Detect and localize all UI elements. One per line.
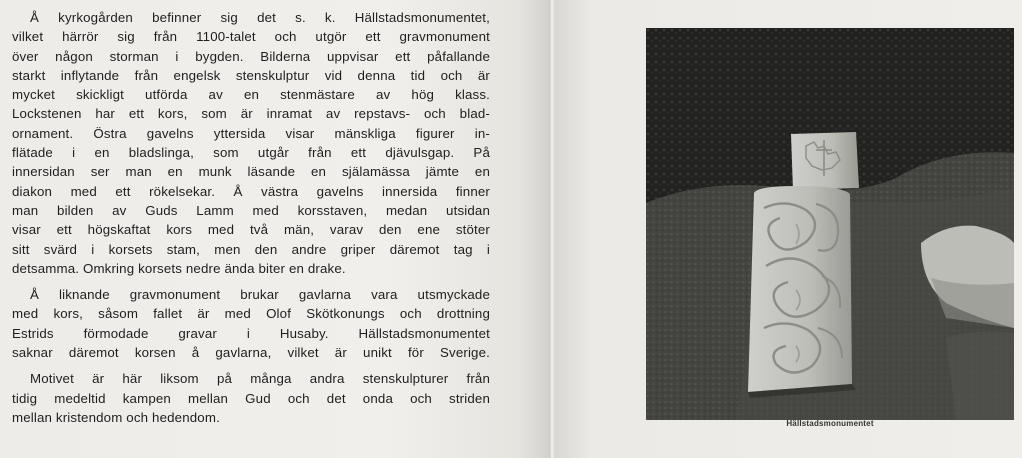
text-line: över någon storman i bygden. Bilderna uppvisar ett påfallande — [12, 48, 490, 64]
text-line: Å liknande gravmonument brukar gavlarna vara utsmyckade — [30, 287, 490, 303]
photo-caption: Hällstadsmonumentet — [786, 419, 874, 428]
text-line: ornament. Östra gavelns yttersida visar mänskliga figurer in- — [12, 125, 490, 141]
text-line: tidig medeltid kampen mellan Gud och det onda och striden — [12, 390, 490, 406]
text-line: innersidan ser man en munk läsande en själamässa jämte en — [12, 164, 490, 180]
text-line: med kors, såsom fallet är med Olof Skötkonungs och drottning — [12, 306, 490, 322]
text-line: vilket härrör sig från 1100-talet och utgör ett gravmonument — [12, 29, 490, 45]
text-line: mellan kristendom och hedendom. — [12, 409, 220, 425]
body-text — [12, 8, 490, 434]
paragraph-1 — [12, 8, 490, 278]
back-stone — [791, 132, 859, 190]
text-line: starkt inflytande från engelsk stenskulptur vid denna tid och är — [12, 67, 490, 83]
paragraph-2 — [12, 285, 490, 362]
text-line: visar ett högskaftat kors med två män, varav den ene stöter — [12, 222, 490, 238]
text-line: flätade i en bladslinga, som utgår från ett djävulsgap. På — [12, 145, 490, 161]
monument-photo-image — [646, 28, 1014, 420]
text-line: Lockstenen har ett kors, som är inramat av repstavs- och blad- — [12, 106, 490, 122]
text-line: Estrids förmodade gravar i Husaby. Hällstadsmonumentet — [12, 325, 490, 341]
text-line: Å kyrkogården befinner sig det s. k. Hällstadsmonumentet, — [30, 10, 490, 25]
front-stone — [748, 186, 852, 392]
monument-photo — [646, 28, 1014, 420]
text-line: man bilden av Guds Lamm med korsstaven, medan utsidan — [12, 202, 490, 218]
text-line: detsamma. Omkring korsets nedre ända biter en drake. — [12, 260, 346, 276]
paragraph-3 — [12, 369, 490, 427]
text-line: Motivet är här liksom på många andra stenskulpturer från — [30, 371, 490, 387]
text-line: diakon med ett rökelsekar. Å västra gavelns innersida finner — [12, 183, 490, 199]
text-line: sitt svärd i korsets stam, men den andre griper däremot tag i — [12, 241, 490, 257]
text-line: mycket skickligt utförda av en stenmästare av hög klass. — [12, 87, 490, 103]
text-line: saknar däremot korsen å gavlarna, vilket är unikt för Sverige. — [12, 345, 490, 361]
